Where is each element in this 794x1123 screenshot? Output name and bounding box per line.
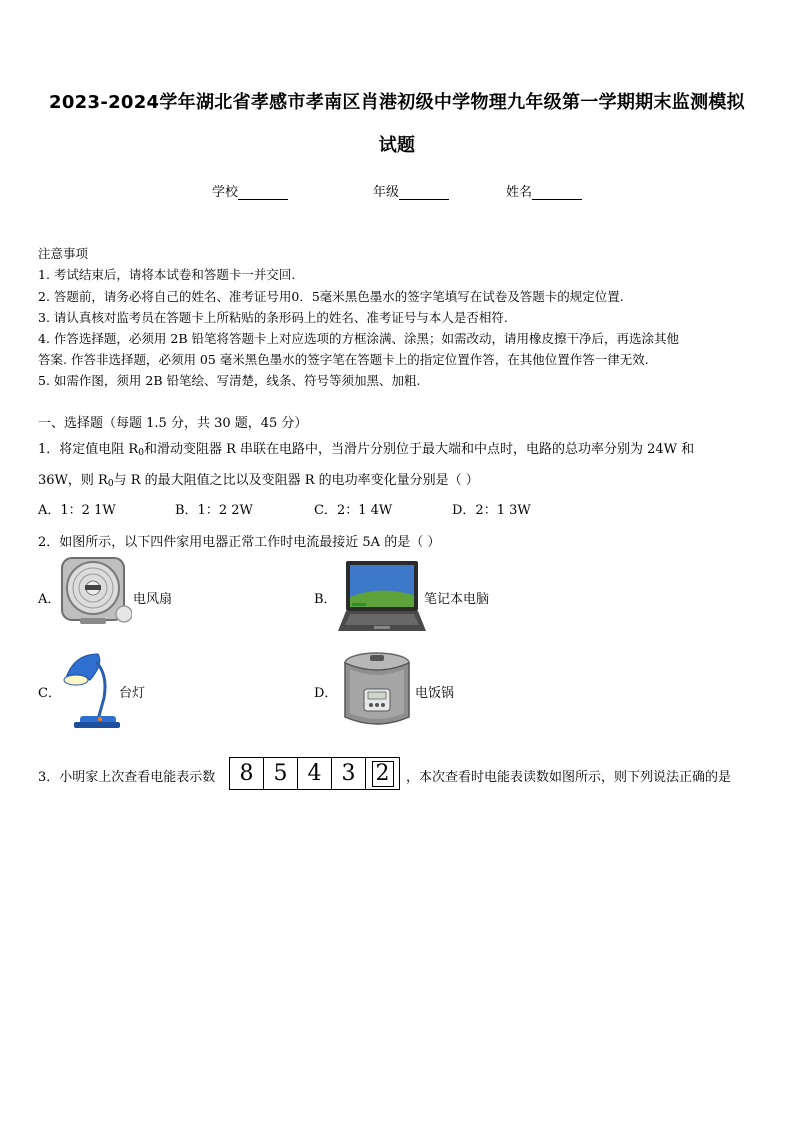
notes-heading: 注意事项 xyxy=(38,246,89,261)
desk-lamp-icon xyxy=(60,650,120,730)
meter-digit: 3 xyxy=(332,758,366,789)
q2-option-a-label: 电风扇 xyxy=(133,592,173,607)
rice-cooker-icon xyxy=(340,651,414,731)
note-item: 4. 作答选择题，必须用 2B 铅笔将答题卡上对应选项的方框涂满、涂黑；如需改动，请用橡皮擦干净后，再选涂其他 xyxy=(38,331,679,346)
q1-text-b: 和滑动变阻器 R 串联在电路中，当滑片分别位于最大端和中点时，电路的总功率分别为 24W 和 xyxy=(143,442,695,457)
section-heading: 一、选择题（每题 1.5 分，共 30 题，45 分） xyxy=(38,416,308,431)
q2-option-c-label: 台灯 xyxy=(119,686,146,701)
grade-label: 年级 xyxy=(373,185,400,200)
q1-text-c: 36W，则 R xyxy=(38,473,108,488)
grade-field xyxy=(373,181,449,200)
q1-subscript: 0 xyxy=(107,479,114,489)
q2-option-d-label: 电饭锅 xyxy=(415,686,455,701)
q2-option-a-letter[interactable]: A． xyxy=(38,592,61,607)
q1-option-c[interactable]: C．2：1 4W xyxy=(314,503,393,518)
q1-line2 xyxy=(38,469,479,489)
meter-digit: 5 xyxy=(264,758,298,789)
note-item: 3. 请认真核对监考员在答题卡上所粘贴的条形码上的姓名、准考证号与本人是否相符. xyxy=(38,310,508,325)
note-item: 答案. 作答非选择题，必须用 05 毫米黑色墨水的签字笔在答题卡上的指定位置作答，在其他位置作答一律无效. xyxy=(38,352,649,367)
note-item: 5. 如需作图，须用 2B 铅笔绘、写清楚，线条、符号等须加黑、加粗. xyxy=(38,373,421,388)
name-blank[interactable] xyxy=(532,186,582,200)
meter-digit: 8 xyxy=(230,758,264,789)
q2-stem: 2．如图所示，以下四件家用电器正常工作时电流最接近 5A 的是（ ） xyxy=(38,535,441,550)
q1-subscript: 0 xyxy=(138,448,144,458)
q3-stem-after: ，本次查看时电能表读数如图所示，则下列说法正确的是 xyxy=(406,770,732,785)
note-item: 1. 考试结束后，请将本试卷和答题卡一并交回. xyxy=(38,267,296,282)
meter-digit: 2 xyxy=(372,761,394,787)
page-title-line1: 2023-2024学年湖北省孝感市孝南区肖港初级中学物理九年级第一学期期末监测模拟 xyxy=(49,92,745,113)
q1-line1 xyxy=(38,438,694,458)
energy-meter-display xyxy=(229,757,400,790)
name-label: 姓名 xyxy=(506,185,533,200)
school-blank[interactable] xyxy=(238,186,288,200)
q1-option-a[interactable]: A．1：2 1W xyxy=(38,503,116,518)
q1-option-d[interactable]: D．2：1 3W xyxy=(452,503,531,518)
q1-option-b[interactable]: B．1：2 2W xyxy=(175,503,253,518)
school-field xyxy=(212,181,288,200)
q1-text-a: 1．将定值电阻 R xyxy=(38,442,139,457)
q2-option-b-label: 笔记本电脑 xyxy=(424,592,490,607)
page-title-line2: 试题 xyxy=(378,135,416,156)
grade-blank[interactable] xyxy=(399,186,449,200)
q1-text-d: 与 R 的最大阻值之比以及变阻器 R 的电功率变化量分别是（ ） xyxy=(113,473,479,488)
meter-digit-decimal xyxy=(366,758,399,789)
school-label: 学校 xyxy=(212,185,239,200)
q2-option-d-letter[interactable]: D． xyxy=(314,686,338,701)
q2-option-b-letter[interactable]: B． xyxy=(314,592,337,607)
q2-option-c-letter[interactable]: C． xyxy=(38,686,61,701)
laptop-icon xyxy=(338,559,426,635)
meter-digit: 4 xyxy=(298,758,332,789)
name-field xyxy=(506,181,582,200)
note-item: 2. 答题前，请务必将自己的姓名、准考证号用0．5毫米黑色墨水的签字笔填写在试卷及答题卡的规定位置. xyxy=(38,289,624,304)
fan-icon xyxy=(60,556,132,628)
q3-stem-before: 3．小明家上次查看电能表示数 xyxy=(38,770,216,785)
